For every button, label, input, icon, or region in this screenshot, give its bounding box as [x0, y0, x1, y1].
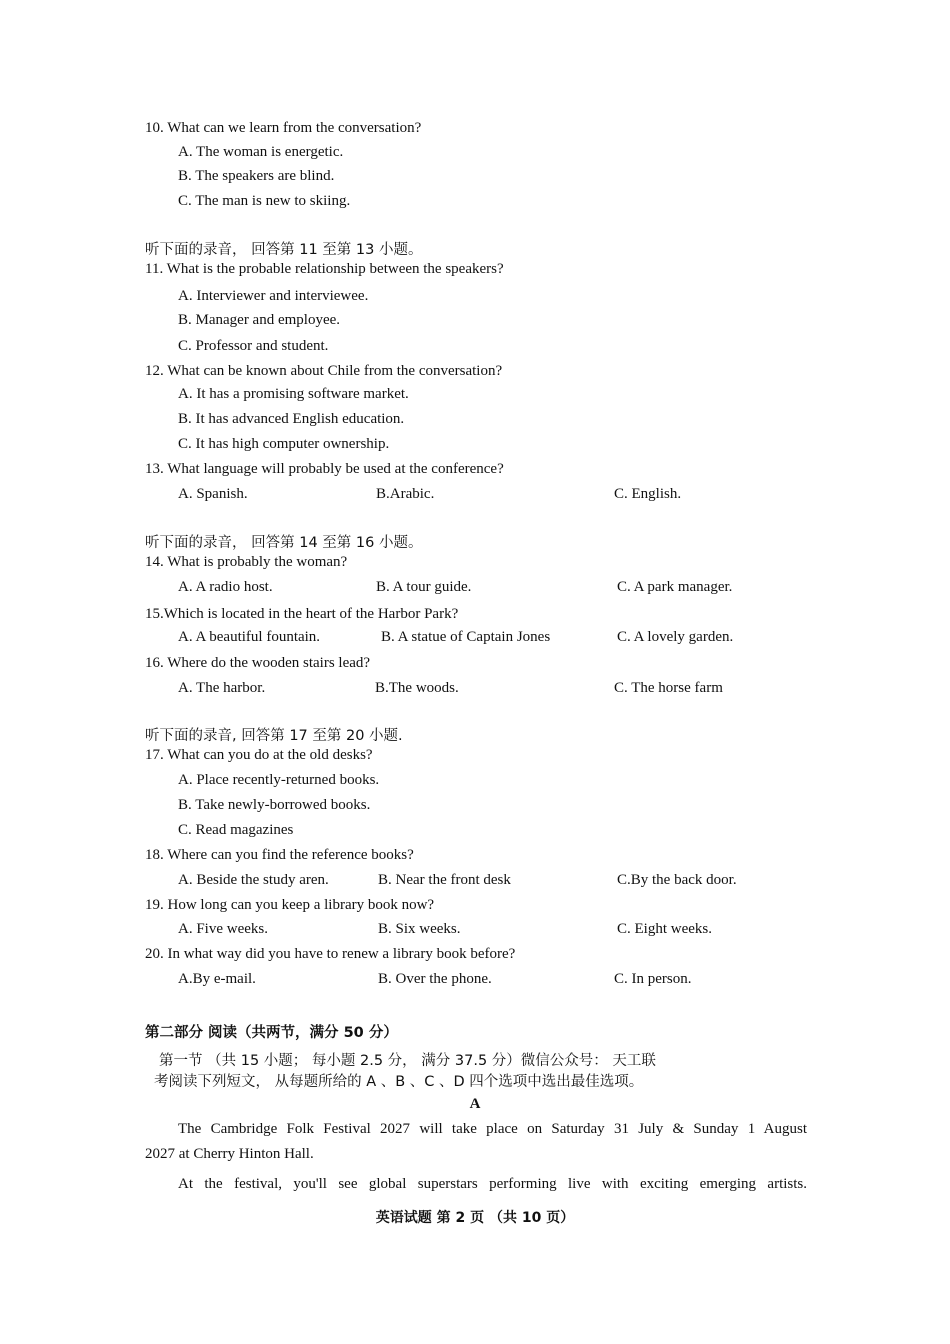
- passage-paragraph1-line2: 2027 at Cherry Hinton Hall.: [145, 1146, 314, 1162]
- q14-stem: 14. What is probably the woman?: [145, 554, 348, 570]
- section-header-11-13: 听下面的录音， 回答第 11 至第 13 小题。: [145, 242, 423, 258]
- q13-option-a: A. Spanish.: [178, 486, 248, 502]
- q15-option-b: B. A statue of Captain Jones: [381, 629, 551, 645]
- q19-stem: 19. How long can you keep a library book now?: [145, 897, 435, 913]
- q17-option-b: B. Take newly-borrowed books.: [178, 797, 371, 813]
- q10-stem: 10. What can we learn from the conversation?: [145, 120, 422, 136]
- q16-option-c: C. The horse farm: [614, 680, 723, 696]
- q16-stem: 16. Where do the wooden stairs lead?: [145, 655, 371, 671]
- q12-option-b: B. It has advanced English education.: [178, 411, 405, 427]
- passage-paragraph2-line1: At the festival, you'll see global superstars performing live with exciting emerging artists.: [178, 1176, 807, 1192]
- passage-paragraph1-line1: The Cambridge Folk Festival 2027 will take place on Saturday 31 July & Sunday 1 August: [178, 1121, 807, 1137]
- q11-stem: 11. What is the probable relationship between the speakers?: [145, 261, 504, 277]
- q18-option-b: B. Near the front desk: [378, 872, 511, 888]
- q17-option-c: C. Read magazines: [178, 822, 294, 838]
- q16-option-b: B.The woods.: [375, 680, 459, 696]
- q15-option-a: A. A beautiful fountain.: [178, 629, 321, 645]
- q13-option-c: C. English.: [614, 486, 682, 502]
- q11-option-c: C. Professor and student.: [178, 338, 329, 354]
- q10-option-a: A. The woman is energetic.: [178, 144, 344, 160]
- q19-option-b: B. Six weeks.: [378, 921, 461, 937]
- q17-stem: 17. What can you do at the old desks?: [145, 747, 373, 763]
- q14-option-a: A. A radio host.: [178, 579, 273, 595]
- passage-label: A: [469, 1096, 481, 1112]
- q14-option-c: C. A park manager.: [617, 579, 733, 595]
- section1-instructions-line2: 考阅读下列短文， 从每题所给的 A 、B 、C 、D 四个选项中选出最佳选项。: [154, 1074, 644, 1090]
- q12-option-c: C. It has high computer ownership.: [178, 436, 390, 452]
- q11-option-b: B. Manager and employee.: [178, 312, 341, 328]
- q20-option-a: A.By e-mail.: [178, 971, 256, 987]
- q15-stem: 15.Which is located in the heart of the Harbor Park?: [145, 606, 459, 622]
- q11-option-a: A. Interviewer and interviewee.: [178, 288, 369, 304]
- q20-stem: 20. In what way did you have to renew a library book before?: [145, 946, 516, 962]
- q17-option-a: A. Place recently-returned books.: [178, 772, 380, 788]
- q20-option-c: C. In person.: [614, 971, 692, 987]
- q16-option-a: A. The harbor.: [178, 680, 266, 696]
- q10-option-b: B. The speakers are blind.: [178, 168, 335, 184]
- q12-stem: 12. What can be known about Chile from the conversation?: [145, 363, 503, 379]
- page-footer: 英语试题 第 2 页 （共 10 页）: [375, 1210, 575, 1226]
- q18-stem: 18. Where can you find the reference books?: [145, 847, 414, 863]
- section-header-17-20: 听下面的录音, 回答第 17 至第 20 小题.: [145, 728, 403, 744]
- q15-option-c: C. A lovely garden.: [617, 629, 734, 645]
- section-header-14-16: 听下面的录音， 回答第 14 至第 16 小题。: [145, 535, 423, 551]
- q19-option-a: A. Five weeks.: [178, 921, 268, 937]
- q19-option-c: C. Eight weeks.: [617, 921, 712, 937]
- q14-option-b: B. A tour guide.: [376, 579, 472, 595]
- q13-stem: 13. What language will probably be used at the conference?: [145, 461, 504, 477]
- q12-option-a: A. It has a promising software market.: [178, 386, 409, 402]
- part2-title: 第二部分 阅读（共两节，满分 50 分）: [145, 1025, 398, 1041]
- q18-option-c: C.By the back door.: [617, 872, 737, 888]
- section1-instructions-line1: 第一节 （共 15 小题； 每小题 2.5 分， 满分 37.5 分）微信公众号： 天工联: [159, 1053, 656, 1069]
- q20-option-b: B. Over the phone.: [378, 971, 492, 987]
- q13-option-b: B.Arabic.: [376, 486, 435, 502]
- q10-option-c: C. The man is new to skiing.: [178, 193, 351, 209]
- q18-option-a: A. Beside the study aren.: [178, 872, 329, 888]
